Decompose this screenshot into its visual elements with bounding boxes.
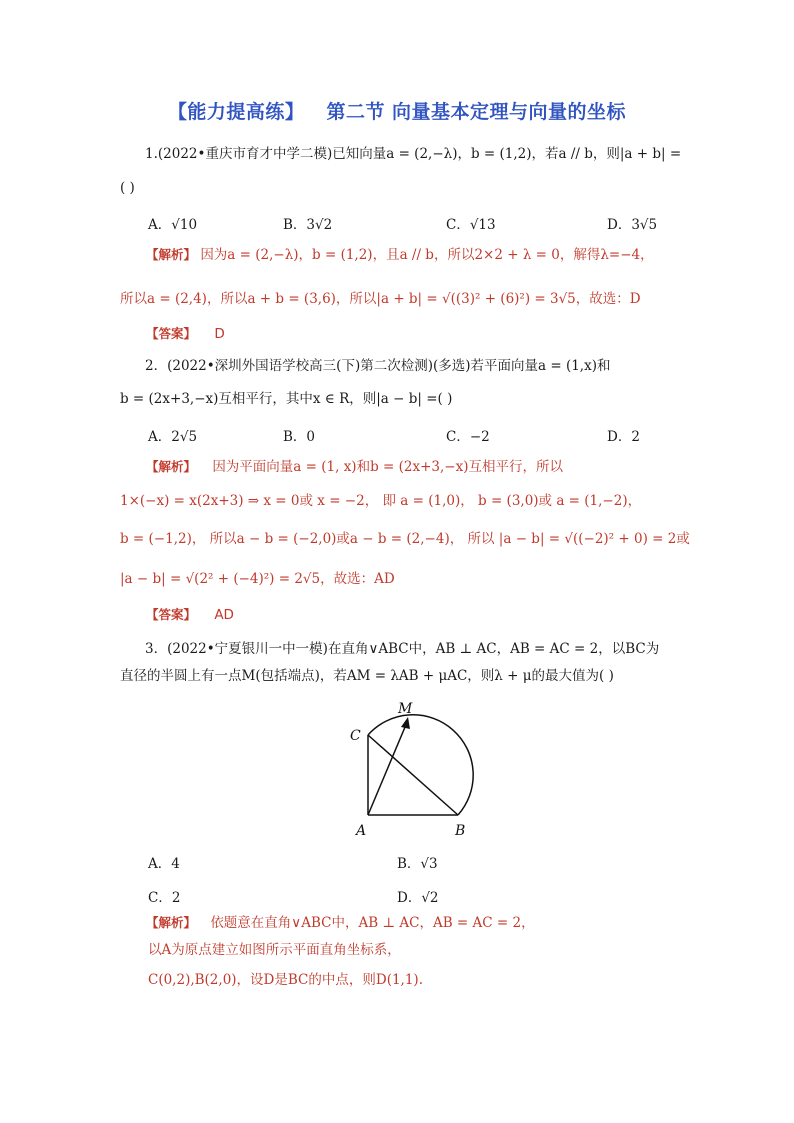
vector-am	[368, 720, 408, 815]
vector-am-arrowhead	[401, 717, 410, 729]
q1-answer-tag: 【答案】	[146, 326, 197, 341]
q1-analysis-line-1	[146, 246, 654, 264]
q1-answer-line	[146, 325, 225, 343]
q2-stem-line-1: 2．(2022•深圳外国语学校高三(下)第二次检测)(多选)若平面向量a = (1,x)和	[145, 358, 611, 374]
q2-option-d: D．2	[607, 429, 640, 445]
title-section-tag: 【能力提高练】	[167, 101, 305, 123]
q3-analysis-line-3: C(0,2),B(2,0)，设D是BC的中点，则D(1,1).	[148, 972, 423, 988]
q1-stem-line-2: ( )	[120, 180, 135, 196]
q3-option-c: C．2	[148, 890, 181, 906]
q3-analysis-line-2: 以A为原点建立如图所示平面直角坐标系，	[148, 942, 401, 958]
label-a: A	[356, 823, 367, 839]
label-c: C	[350, 728, 361, 744]
q1-analysis-line-2: 所以a = (2,4)，所以a + b = (3,6)，所以|a + b| = √((3)² + (6)²) = 3√5，故选：D	[120, 291, 641, 307]
q1-answer: D	[214, 326, 225, 342]
title-section-name: 第二节 向量基本定理与向量的坐标	[326, 101, 627, 123]
q2-analysis-line-3: b = (−1,2)， 所以a − b = (−2,0)或a − b = (2,−4)， 所以 |a − b| = √((−2)² + 0) = 2或	[120, 531, 690, 547]
label-m: M	[398, 701, 413, 717]
q1-stem-line-1: 1.(2022•重庆市育才中学二模)已知向量a = (2,−λ)，b = (1,2)，若a // b，则|a + b| =	[145, 146, 682, 162]
page-title	[0, 97, 794, 124]
q3-analysis-tag: 【解析】	[146, 915, 197, 930]
q1-option-b: B．3√2	[283, 217, 333, 233]
q2-answer: AD	[214, 607, 234, 623]
q2-option-a: A．2√5	[148, 429, 198, 445]
q2-option-b: B．0	[283, 429, 316, 445]
q2-answer-line	[146, 606, 234, 624]
q1-option-d: D．3√5	[607, 217, 658, 233]
q3-stem-line-1: 3．(2022•宁夏银川一中一模)在直角∨ABC中，AB ⊥ AC，AB = AC = 2，以BC为	[145, 641, 660, 657]
q2-stem-line-2: b = (2x+3,−x)互相平行，其中x ∈ R，则|a − b| =( )	[120, 391, 453, 407]
semicircle-arc	[368, 715, 473, 815]
label-b: B	[455, 823, 466, 839]
q3-analysis-line-1	[146, 914, 535, 932]
q2-analysis-line-4: |a − b| = √(2² + (−4)²) = 2√5，故选：AD	[120, 571, 395, 587]
q3-stem-line-2: 直径的半圆上有一点M(包括端点)，若AM = λAB + μAC，则λ + μ的最大值为( )	[120, 668, 614, 684]
q3-option-a: A．4	[148, 856, 180, 872]
q1-analysis-text-1: 因为a = (2,−λ)，b = (1,2)，且a // b，所以2×2 + λ = 0，解得λ=−4，	[200, 247, 654, 263]
q2-analysis-line-1	[146, 458, 563, 476]
q1-option-c: C．√13	[446, 217, 496, 233]
q2-option-c: C．−2	[446, 429, 490, 445]
q1-option-a: A．√10	[148, 217, 198, 233]
q2-analysis-tag: 【解析】	[146, 459, 197, 474]
q3-option-b: B．√3	[397, 856, 438, 872]
segment-cb	[368, 735, 458, 815]
q1-analysis-tag: 【解析】	[146, 247, 197, 262]
q3-geometry-figure	[340, 695, 480, 845]
q3-analysis-text-1: 依题意在直角∨ABC中，AB ⊥ AC，AB = AC = 2，	[210, 915, 535, 931]
q2-answer-tag: 【答案】	[146, 607, 197, 622]
q3-option-d: D．√2	[397, 890, 439, 906]
q2-analysis-line-2: 1×(−x) = x(2x+3) ⇒ x = 0或 x = −2， 即 a = (1,0)， b = (3,0)或 a = (1,−2)，	[120, 493, 642, 509]
q2-analysis-text-1: 因为平面向量a = (1, x)和b = (2x+3,−x)互相平行，所以	[212, 459, 563, 475]
